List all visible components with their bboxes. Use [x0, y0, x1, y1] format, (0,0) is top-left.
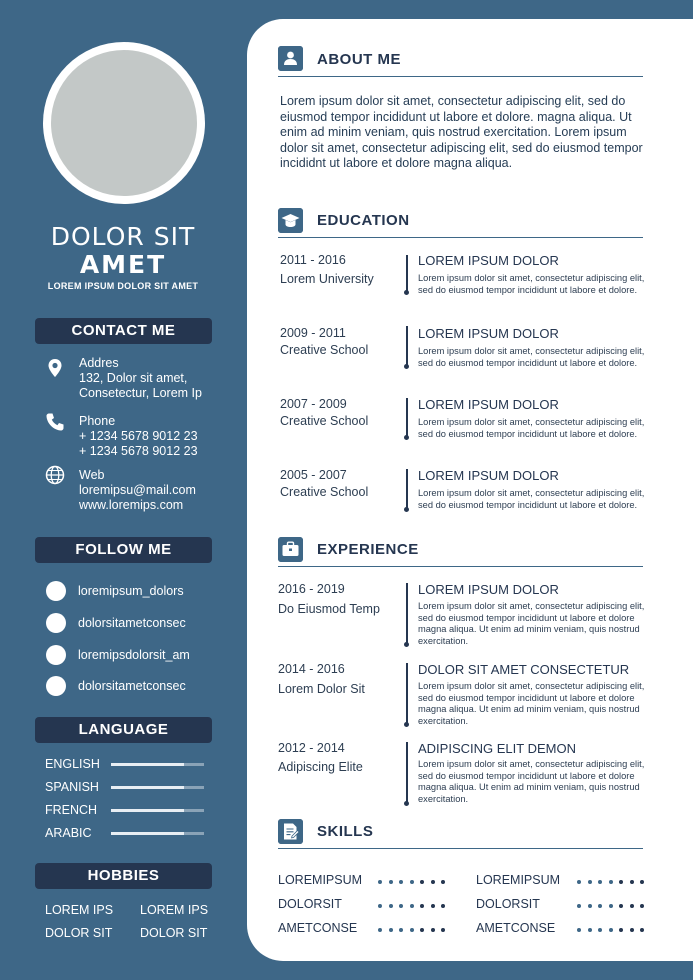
about-heading: ABOUT ME — [317, 51, 401, 68]
globe-icon — [44, 464, 66, 486]
skill-dot — [609, 928, 613, 932]
language-level-fill — [111, 809, 184, 812]
education-years: 2005 - 2007 — [280, 468, 347, 482]
timeline-dot — [404, 507, 409, 512]
education-divider — [278, 237, 643, 238]
photo-placeholder — [51, 50, 197, 196]
language-level-bar — [111, 763, 204, 766]
skill-dot — [619, 928, 623, 932]
experience-title: ADIPISCING ELIT DEMON — [418, 741, 576, 756]
skill-dot — [598, 904, 602, 908]
skill-name: AMETCONSE — [278, 921, 358, 935]
education-school: Lorem University — [280, 272, 374, 286]
skill-dot — [588, 928, 592, 932]
education-school: Creative School — [280, 414, 369, 428]
skill-dot — [598, 880, 602, 884]
skill-dot — [640, 928, 644, 932]
skill-dot — [431, 880, 435, 884]
education-desc: Lorem ipsum dolor sit amet, consectetur adipiscing elit, sed do eiusmod tempor incididunt ut labore et dolore. — [418, 273, 645, 295]
social-icon[interactable] — [46, 676, 66, 696]
skill-dot — [410, 880, 414, 884]
timeline-line — [406, 663, 408, 724]
contact-heading: CONTACT ME — [35, 318, 212, 344]
skill-dot — [431, 904, 435, 908]
location-pin-icon — [44, 357, 66, 379]
skill-dot — [577, 880, 581, 884]
skill-dot — [420, 904, 424, 908]
skill-dot — [640, 880, 644, 884]
experience-desc: Lorem ipsum dolor sit amet, consectetur adipiscing elit, sed do eiusmod tempor incididunt ut labore et dolore magna aliqua. Ut enim ad minim veniam, quis nostrud exercitation. — [418, 601, 645, 646]
experience-heading: EXPERIENCE — [317, 541, 419, 558]
timeline-line — [406, 583, 408, 644]
social-icon[interactable] — [46, 581, 66, 601]
education-school: Creative School — [280, 343, 369, 357]
social-handle[interactable]: loremipsdolorsit_am — [78, 648, 190, 662]
timeline-dot — [404, 364, 409, 369]
skill-dot — [619, 904, 623, 908]
hobby-item: LOREM IPS — [45, 903, 114, 917]
language-level-fill — [111, 832, 184, 835]
profile-photo — [43, 42, 205, 204]
job-title: LOREM IPSUM DOLOR SIT AMET — [47, 281, 199, 291]
experience-company: Lorem Dolor Sit — [278, 682, 365, 696]
language-level-bar — [111, 809, 204, 812]
skill-dot — [640, 904, 644, 908]
language-level-bar — [111, 832, 204, 835]
education-title: LOREM IPSUM DOLOR — [418, 397, 559, 412]
hobby-item: LOREM IPS — [140, 903, 209, 917]
skill-dot — [619, 880, 623, 884]
education-heading: EDUCATION — [317, 212, 410, 229]
timeline-dot — [404, 290, 409, 295]
skill-dot — [399, 928, 403, 932]
skill-name: LOREMIPSUM — [278, 873, 363, 887]
follow-heading: FOLLOW ME — [35, 537, 212, 563]
skill-dot — [378, 904, 382, 908]
skill-dot — [389, 904, 393, 908]
skill-dot — [577, 928, 581, 932]
education-title: LOREM IPSUM DOLOR — [418, 253, 559, 268]
skill-dot — [630, 904, 634, 908]
about-text: Lorem ipsum dolor sit amet, consectetur adipiscing elit, sed do eiusmod tempor incididunt ut labore et dolore. magna aliqua. Ut enim ad minim veniam, quis nostrud exercitation. Lorem ipsum dolor sit amet, consectetur adipiscing elit, sed do eiusmod tempor incididnt ut labore et dolore magna aliqua. — [280, 94, 643, 170]
address-label: Addres — [79, 356, 119, 370]
skill-dot — [389, 880, 393, 884]
skill-name: LOREMIPSUM — [476, 873, 561, 887]
language-level-bar — [111, 786, 204, 789]
education-desc: Lorem ipsum dolor sit amet, consectetur adipiscing elit, sed do eiusmod tempor incididunt ut labore et dolore. — [418, 488, 645, 510]
briefcase-icon — [278, 537, 303, 562]
phone-number-2: + 1234 5678 9012 23 — [79, 444, 198, 458]
skill-dot — [420, 880, 424, 884]
skill-dot — [609, 904, 613, 908]
skill-dot — [399, 880, 403, 884]
skill-dot — [588, 904, 592, 908]
phone-number-1: + 1234 5678 9012 23 — [79, 429, 198, 443]
skill-name: DOLORSIT — [476, 897, 540, 911]
skill-dot — [441, 928, 445, 932]
skill-dot — [410, 928, 414, 932]
experience-company: Do Eiusmod Temp — [278, 602, 380, 616]
education-years: 2009 - 2011 — [280, 326, 346, 340]
certificate-icon — [278, 819, 303, 844]
web-label: Web — [79, 468, 105, 482]
skills-heading: SKILLS — [317, 823, 374, 840]
language-name: SPANISH — [45, 780, 99, 794]
timeline-dot — [404, 801, 409, 806]
education-title: LOREM IPSUM DOLOR — [418, 326, 559, 341]
language-heading: LANGUAGE — [35, 717, 212, 743]
timeline-dot — [404, 642, 409, 647]
social-handle[interactable]: dolorsitametconsec — [78, 616, 186, 630]
timeline-dot — [404, 435, 409, 440]
hobbies-heading: HOBBIES — [35, 863, 212, 889]
skill-name: DOLORSIT — [278, 897, 342, 911]
language-name: ARABIC — [45, 826, 92, 840]
experience-years: 2016 - 2019 — [278, 582, 345, 596]
phone-label: Phone — [79, 414, 116, 428]
experience-company: Adipiscing Elite — [278, 760, 363, 774]
social-icon[interactable] — [46, 613, 66, 633]
skill-dot — [410, 904, 414, 908]
skill-dot — [630, 880, 634, 884]
timeline-line — [406, 398, 408, 437]
name-first: DOLOR SIT — [50, 222, 196, 251]
skill-dot — [577, 904, 581, 908]
skill-dot — [378, 928, 382, 932]
language-name: FRENCH — [45, 803, 98, 817]
phone-icon — [44, 411, 66, 433]
experience-title: DOLOR SIT AMET CONSECTETUR — [418, 662, 630, 677]
experience-desc: Lorem ipsum dolor sit amet, consectetur adipiscing elit, sed do eiusmod tempor incididunt ut labore et dolore magna aliqua. Ut enim ad minim veniam, quis nostrud exercitation. — [418, 681, 645, 726]
skill-dot — [431, 928, 435, 932]
experience-years: 2014 - 2016 — [278, 662, 345, 676]
website-link[interactable]: www.loremips.com — [79, 498, 184, 512]
education-school: Creative School — [280, 485, 369, 499]
language-name: ENGLISH — [45, 757, 100, 771]
skill-dot — [630, 928, 634, 932]
email-link[interactable]: loremipsu@mail.com — [79, 483, 196, 497]
skill-name: AMETCONSE — [476, 921, 556, 935]
experience-divider — [278, 566, 643, 567]
timeline-dot — [404, 722, 409, 727]
skill-dot — [441, 880, 445, 884]
language-level-fill — [111, 763, 184, 766]
address-line-2: Consetectur, Lorem Ip — [79, 386, 202, 400]
social-handle[interactable]: loremipsum_dolors — [78, 584, 184, 598]
skill-dot — [609, 880, 613, 884]
timeline-line — [406, 255, 408, 292]
skill-dot — [399, 904, 403, 908]
graduation-cap-icon — [278, 208, 303, 233]
skill-dot — [378, 880, 382, 884]
skill-dot — [420, 928, 424, 932]
experience-years: 2012 - 2014 — [278, 741, 345, 755]
user-icon — [278, 46, 303, 71]
hobby-item: DOLOR SIT — [140, 926, 208, 940]
experience-desc: Lorem ipsum dolor sit amet, consectetur adipiscing elit, sed do eiusmod tempor incididunt ut labore et dolore magna aliqua. Ut enim ad minim veniam, quis nostrud exercitation. — [418, 759, 645, 804]
social-icon[interactable] — [46, 645, 66, 665]
education-title: LOREM IPSUM DOLOR — [418, 468, 559, 483]
about-divider — [278, 76, 643, 77]
education-desc: Lorem ipsum dolor sit amet, consectetur adipiscing elit, sed do eiusmod tempor incididunt ut labore et dolore. — [418, 417, 645, 439]
education-desc: Lorem ipsum dolor sit amet, consectetur adipiscing elit, sed do eiusmod tempor incididunt ut labore et dolore. — [418, 346, 645, 368]
timeline-line — [406, 742, 408, 803]
timeline-line — [406, 326, 408, 366]
experience-title: LOREM IPSUM DOLOR — [418, 582, 559, 597]
language-level-fill — [111, 786, 184, 789]
skills-divider — [278, 848, 643, 849]
address-line-1: 132, Dolor sit amet, — [79, 371, 188, 385]
name-last: AMET — [79, 250, 167, 279]
timeline-line — [406, 469, 408, 509]
education-years: 2007 - 2009 — [280, 397, 347, 411]
skill-dot — [598, 928, 602, 932]
hobby-item: DOLOR SIT — [45, 926, 113, 940]
skill-dot — [389, 928, 393, 932]
skill-dot — [441, 904, 445, 908]
social-handle[interactable]: dolorsitametconsec — [78, 679, 186, 693]
skill-dot — [588, 880, 592, 884]
education-years: 2011 - 2016 — [280, 253, 346, 267]
